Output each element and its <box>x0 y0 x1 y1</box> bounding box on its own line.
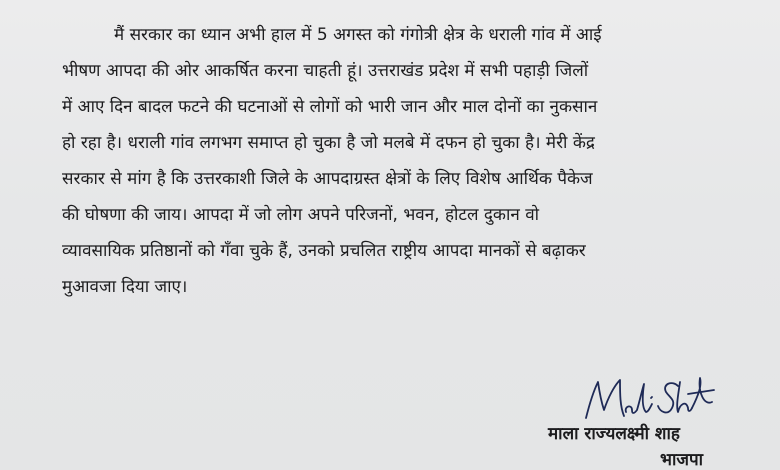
letter-line-6: की घोषणा की जाय। आपदा में जो लोग अपने परिजनों, भवन, होटल दुकान वो <box>62 205 540 225</box>
signer-name: माला राज्यलक्ष्मी शाह <box>548 424 680 444</box>
letter-body <box>62 17 732 305</box>
letter-line-7: व्यावसायिक प्रतिष्ठानों को गँवा चुके हैं, उनको प्रचलित राष्ट्रीय आपदा मानकों से बढ़ाकर <box>62 241 586 261</box>
signer-party: भाजपा <box>660 450 704 470</box>
letter-line-4: हो रहा है। धराली गांव लगभग समाप्त हो चुका है जो मलबे में दफन हो चुका है। मेरी केंद्र <box>62 133 595 153</box>
handwritten-signature <box>580 372 720 428</box>
letter-line-8: मुआवजा दिया जाए। <box>62 277 188 297</box>
letter-line-1: मैं सरकार का ध्यान अभी हाल में 5 अगस्त को गंगोत्री क्षेत्र के धराली गांव में आई <box>114 25 602 45</box>
signature-block <box>540 372 780 470</box>
letter-line-5: सरकार से मांग है कि उत्तरकाशी जिले के आपदाग्रस्त क्षेत्रों के लिए विशेष आर्थिक पैकेज <box>62 169 593 189</box>
letter-line-3: में आए दिन बादल फटने की घटनाओं से लोगों को भारी जान और माल दोनों का नुकसान <box>62 97 598 117</box>
letter-line-2: भीषण आपदा की ओर आकर्षित करना चाहती हूं। उत्तराखंड प्रदेश में सभी पहाड़ी जिलों <box>62 61 589 81</box>
